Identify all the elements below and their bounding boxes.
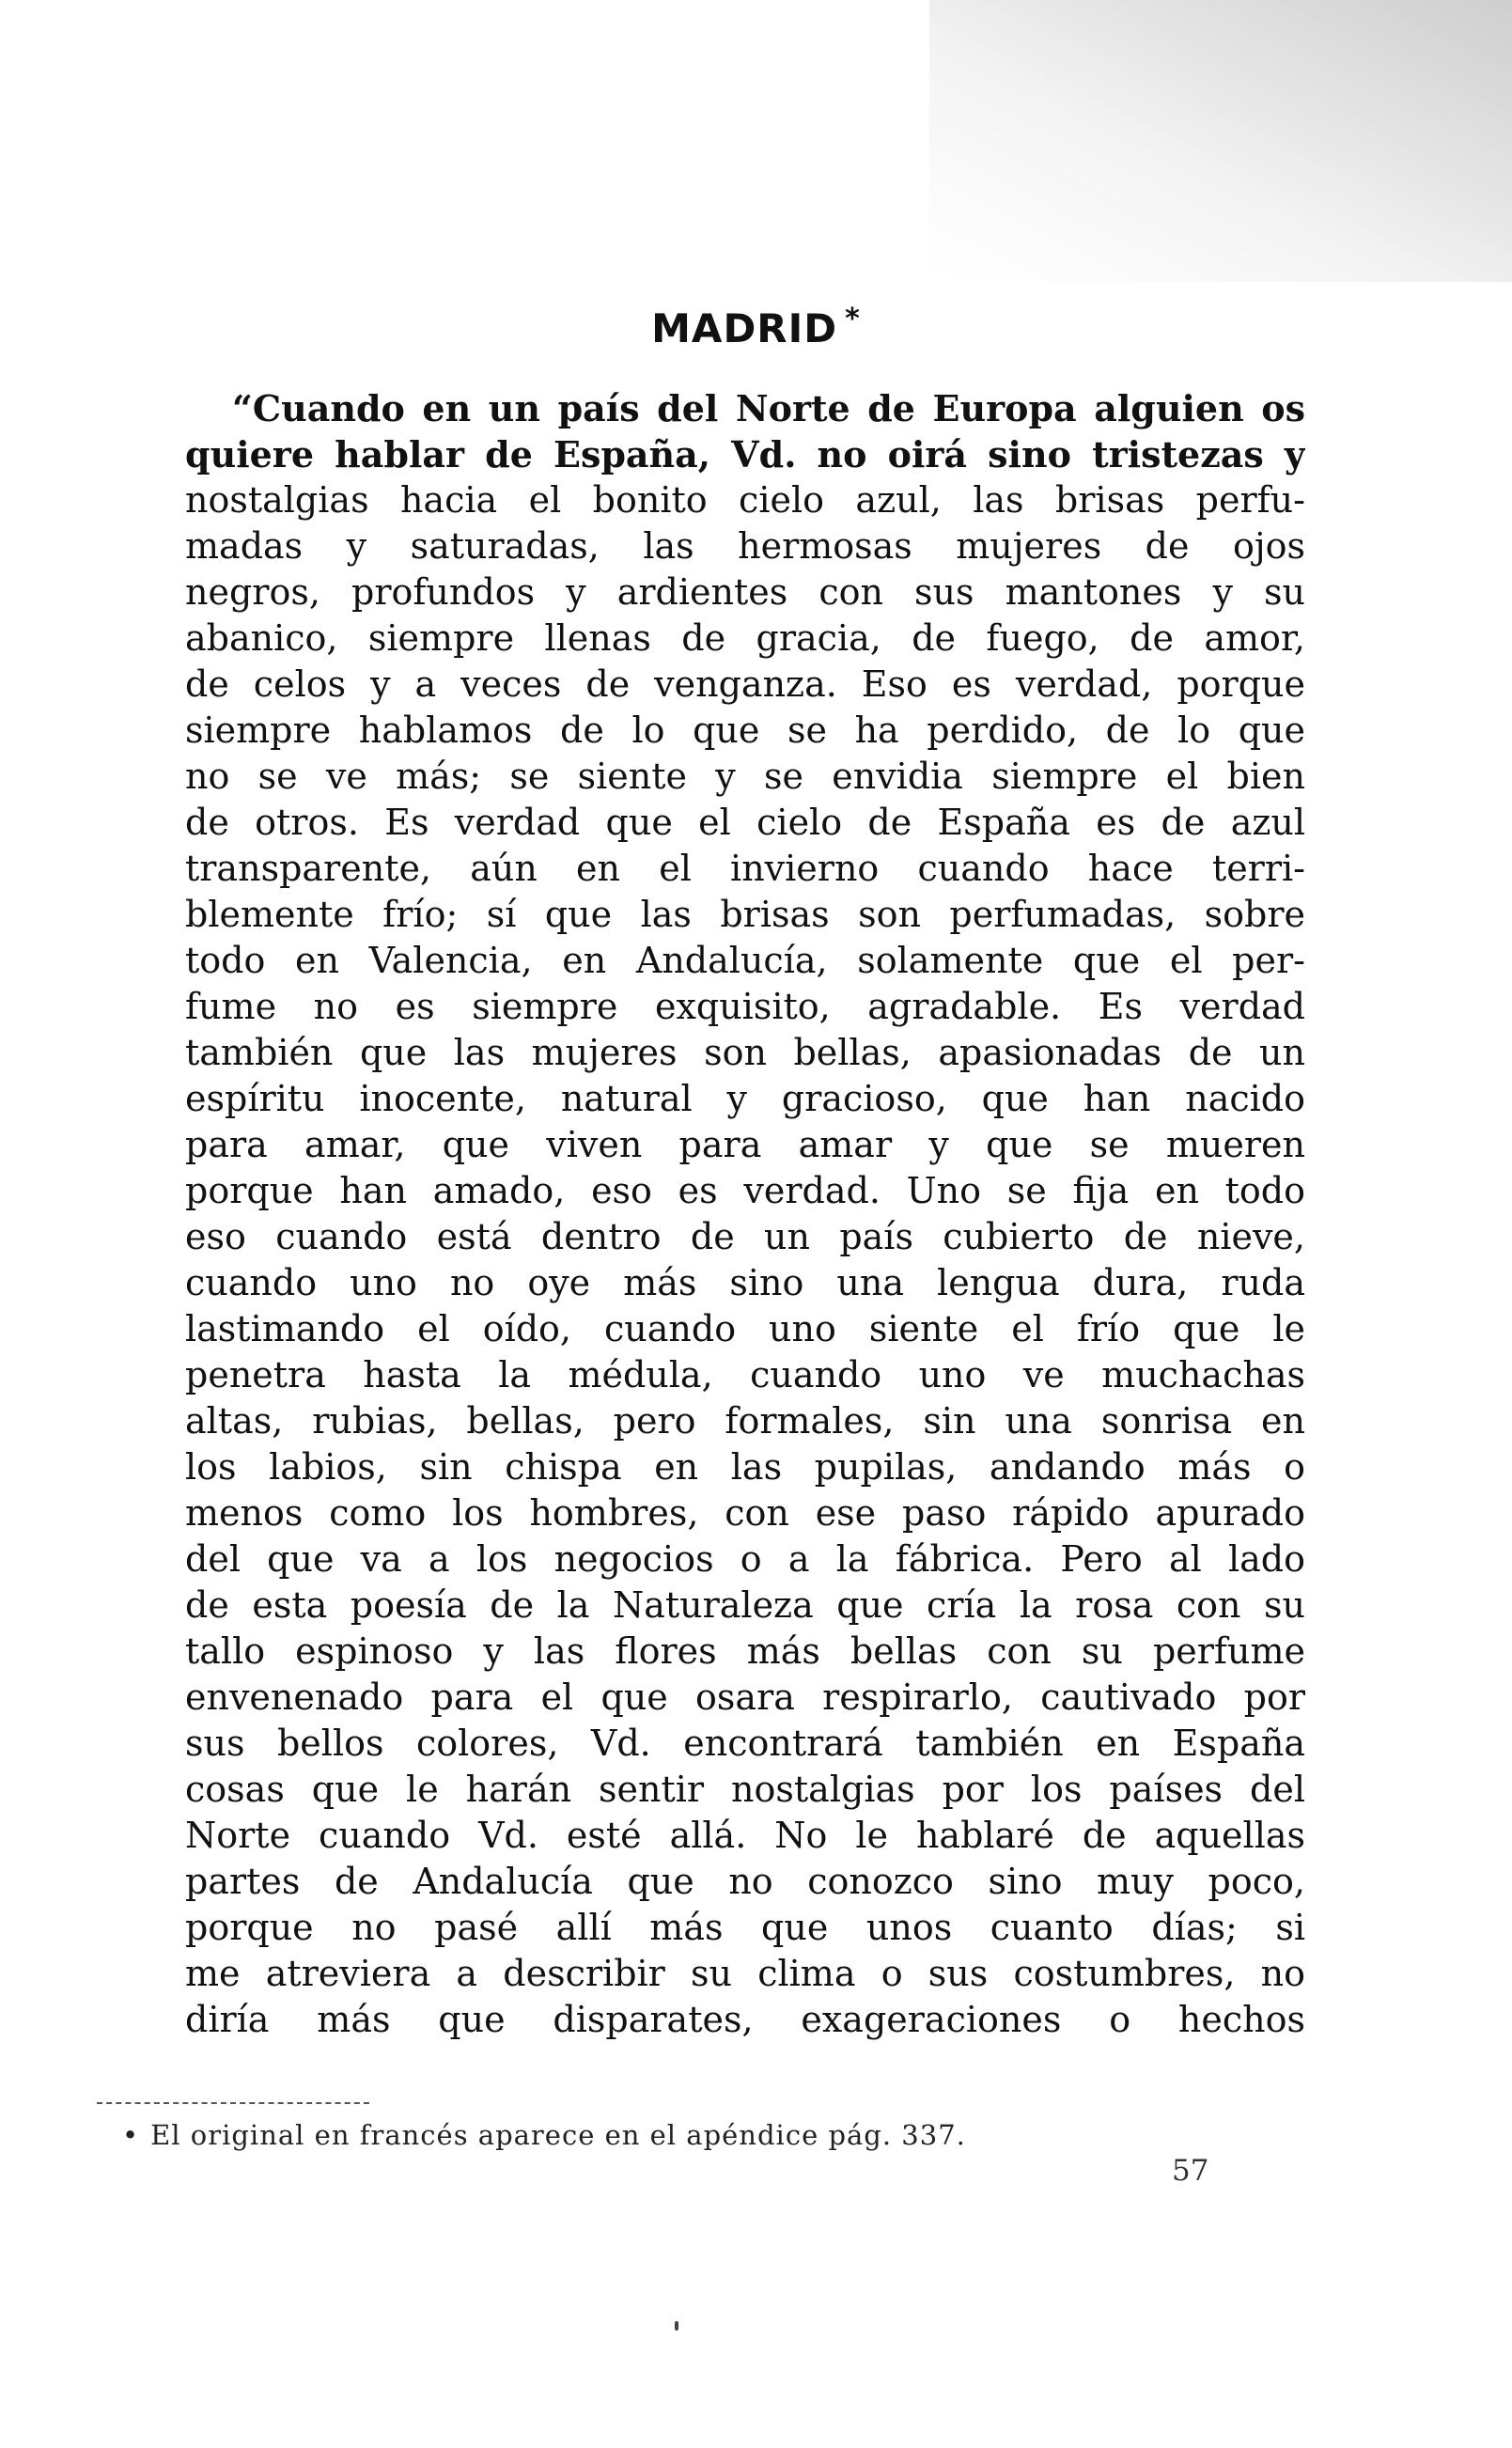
text-line: menos como los hombres, con ese paso rápido apurado: [185, 1492, 1305, 1534]
scan-speck: [675, 2321, 678, 2331]
text-line: lastimando el oído, cuando uno siente el frío que le: [185, 1308, 1305, 1349]
text-line: porque han amado, eso es verdad. Uno se fija en todo: [185, 1170, 1305, 1211]
text-line: nostalgias hacia el bonito cielo azul, las brisas perfu-: [185, 479, 1305, 521]
text-line: espíritu inocente, natural y gracioso, que han nacido: [185, 1078, 1305, 1119]
text-line: de celos y a veces de venganza. Eso es verdad, porque: [185, 663, 1305, 705]
text-line: fume no es siempre exquisito, agradable. Es verdad: [185, 986, 1305, 1027]
text-line: cuando uno no oye más sino una lengua dura, ruda: [185, 1262, 1305, 1303]
title-text: MADRID: [651, 305, 838, 351]
text-line: diría más que disparates, exageraciones o hechos: [185, 1999, 1305, 2040]
text-line: de esta poesía de la Naturaleza que cría la rosa con su: [185, 1584, 1305, 1626]
text-line: eso cuando está dentro de un país cubierto de nieve,: [185, 1216, 1305, 1257]
text-line: abanico, siempre llenas de gracia, de fuego, de amor,: [185, 617, 1305, 659]
text-line: no se ve más; se siente y se envidia siempre el bien: [185, 756, 1305, 797]
text-line: para amar, que viven para amar y que se mueren: [185, 1124, 1305, 1165]
footnote-divider: [97, 2102, 369, 2104]
text-line: transparente, aún en el invierno cuando hace terri-: [185, 848, 1305, 889]
text-line: tallo espinoso y las flores más bellas con su perfume: [185, 1630, 1305, 1672]
footnote-mark: •: [122, 2119, 140, 2151]
text-line: envenenado para el que osara respirarlo, cautivado por: [185, 1676, 1305, 1718]
text-line: partes de Andalucía que no conozco sino muy poco,: [185, 1861, 1305, 1902]
text-line: me atreviera a describir su clima o sus costumbres, no: [185, 1953, 1305, 1994]
page-number: 57: [1172, 2154, 1209, 2188]
page-title: [0, 303, 1512, 351]
text-line: todo en Valencia, en Andalucía, solamente que el per-: [185, 940, 1305, 981]
body-text: [185, 385, 1305, 2043]
text-line: madas y saturadas, las hermosas mujeres de ojos: [185, 525, 1305, 567]
text-line: cosas que le harán sentir nostalgias por los países del: [185, 1769, 1305, 1810]
text-line: los labios, sin chispa en las pupilas, andando más o: [185, 1446, 1305, 1488]
text-line: negros, profundos y ardientes con sus mantones y su: [185, 571, 1305, 613]
text-line: porque no pasé allí más que unos cuanto días; si: [185, 1907, 1305, 1948]
text-line: blemente frío; sí que las brisas son perfumadas, sobre: [185, 894, 1305, 935]
text-line: de otros. Es verdad que el cielo de España es de azul: [185, 802, 1305, 843]
text-line: también que las mujeres son bellas, apasionadas de un: [185, 1032, 1305, 1073]
text-line: siempre hablamos de lo que se ha perdido, de lo que: [185, 709, 1305, 751]
footnote-text: El original en francés aparece en el apéndice pág. 337.: [150, 2119, 966, 2151]
text-line: quiere hablar de España, Vd. no oirá sino tristezas y: [185, 433, 1305, 476]
text-line: del que va a los negocios o a la fábrica. Pero al lado: [185, 1538, 1305, 1580]
text-line: altas, rubias, bellas, pero formales, sin una sonrisa en: [185, 1400, 1305, 1442]
title-footnote-mark: *: [845, 303, 861, 335]
text-line: “Cuando en un país del Norte de Europa alguien os: [232, 387, 1305, 429]
scan-noise-texture: [929, 0, 1512, 282]
text-line: Norte cuando Vd. esté allá. No le hablaré de aquellas: [185, 1815, 1305, 1856]
footnote: [122, 2119, 966, 2151]
text-line: sus bellos colores, Vd. encontrará también en España: [185, 1723, 1305, 1764]
text-line: penetra hasta la médula, cuando uno ve muchachas: [185, 1354, 1305, 1396]
